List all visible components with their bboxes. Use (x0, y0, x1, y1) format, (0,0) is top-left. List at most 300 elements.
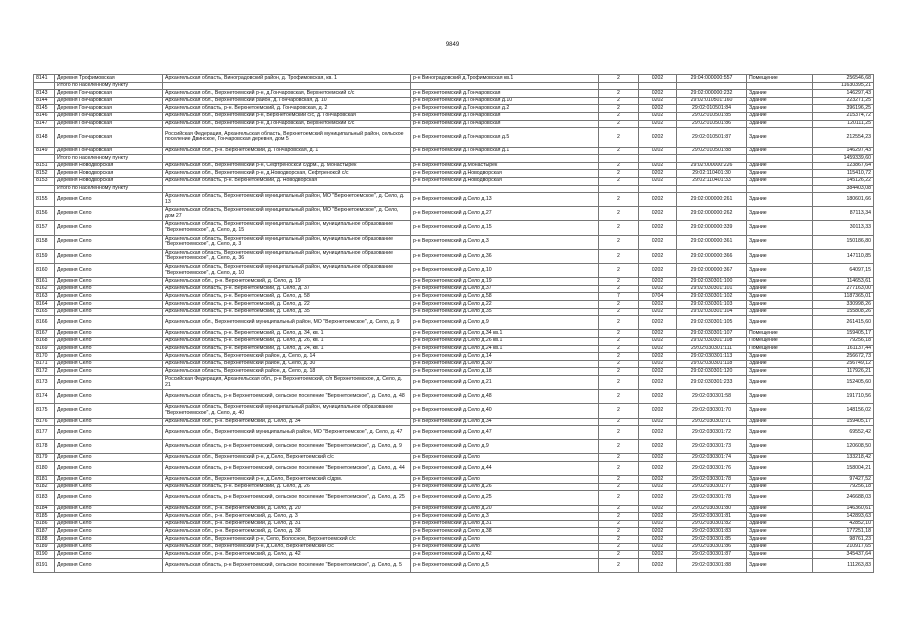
cell-address: Архангельская область, Верхнетоемский муниципальный район, муниципальное образование "Верхнетоемское", д. Село, д. 15 (163, 221, 411, 235)
table-row (34, 316, 874, 330)
cell-value: 148156,02 (813, 404, 874, 418)
cell-settlement: Деревня Село (55, 360, 163, 368)
cell-code: 0202 (639, 360, 677, 368)
cell-code: 0704 (639, 293, 677, 301)
cell-cadastral-number: 29:02:030301:118 (677, 360, 747, 368)
cell-cadastral-number: 29:02:030301:58 (677, 390, 747, 404)
cell-value: 180601,66 (813, 193, 874, 207)
cell-code: 0202 (639, 193, 677, 207)
cell-value: 161137,44 (813, 345, 874, 353)
cell-value: 11630395,21 (813, 82, 874, 90)
page-number: 9849 (445, 42, 460, 48)
cell-group: 2 (599, 551, 639, 559)
cell-value: 277163,00 (813, 285, 874, 293)
cell-settlement: Деревня Село (55, 316, 163, 330)
cell-value: 256749,12 (813, 360, 874, 368)
cell-short-address: р-н Верхнетоемский д.Село д.21 (411, 375, 599, 389)
cell-cadastral-number: 29:02:010501:160 (677, 97, 747, 105)
cell-address: Архангельская область, р-н. Верхнетоемский, д. Село, д. 22 (163, 301, 411, 309)
cell-short-address (411, 155, 599, 163)
cell-code: 0202 (639, 207, 677, 221)
cell-object-type: Здание (747, 491, 813, 505)
cell-group: 2 (599, 536, 639, 544)
cell-group: 2 (599, 147, 639, 155)
cell-object-type: Здание (747, 235, 813, 249)
cell-cadastral-number: 29:02:030301:120 (677, 368, 747, 376)
cell-code: 0202 (639, 177, 677, 185)
cell-object-type: Здание (747, 390, 813, 404)
cell-id: 8175 (34, 404, 55, 418)
cell-value: 152405,60 (813, 375, 874, 389)
cell-short-address: р-н Верхнетоемский д.Село д.42 (411, 551, 599, 559)
cell-settlement: Деревня Село (55, 330, 163, 338)
cell-value: 146297,43 (813, 147, 874, 155)
property-table (33, 74, 874, 573)
cell-cadastral-number: 29:02:030301:77 (677, 483, 747, 491)
cell-cadastral-number: 29:02:000000:367 (677, 264, 747, 278)
cell-short-address: р-н Верхнетоемский д.Село (411, 543, 599, 551)
cell-settlement: Деревня Село (55, 462, 163, 476)
cell-id: 8156 (34, 207, 55, 221)
cell-address: Архангельская обл., Верхнетоемский р-н, Село, Волосное, Верхнетоемский с/с (163, 536, 411, 544)
cell-code: 0202 (639, 221, 677, 235)
cell-id: 8186 (34, 520, 55, 528)
cell-code: 0202 (639, 390, 677, 404)
table-row (34, 345, 874, 353)
cell-cadastral-number: 29:02:030301:108 (677, 337, 747, 345)
cell-short-address: р-н Верхнетоемский д.Село д.36 (411, 249, 599, 263)
table-row (34, 120, 874, 128)
cell-group: 2 (599, 301, 639, 309)
table-row (34, 264, 874, 278)
cell-code: 0202 (639, 301, 677, 309)
cell-address: Архангельская обл., Верхнетоемский р-н, д.Село, Верхнетоемский с/с (163, 454, 411, 462)
cell-cadastral-number: 29:02:030301:72 (677, 426, 747, 440)
cell-code: 0202 (639, 426, 677, 440)
cell-cadastral-number: 29:02:030301:104 (677, 308, 747, 316)
cell-settlement: Деревня Село (55, 368, 163, 376)
table-row (34, 440, 874, 454)
cell-settlement: Деревня Гончаровская (55, 112, 163, 120)
cell-id: 8147 (34, 120, 55, 128)
cell-id (34, 82, 55, 90)
cell-code (639, 82, 677, 90)
cell-object-type: Здание (747, 360, 813, 368)
cell-settlement: Деревня Село (55, 285, 163, 293)
table-row (34, 368, 874, 376)
cell-short-address: р-н Верхнетоемский д.Село (411, 476, 599, 484)
cell-cadastral-number: 29:02:000000:262 (677, 207, 747, 221)
cell-group: 2 (599, 316, 639, 330)
cell-value: 87113,34 (813, 207, 874, 221)
cell-address: Архангельская обл., р-н. Верхнетоемский, д. Село, д. 3 (163, 513, 411, 521)
cell-address: Архангельская область, р-н. Верхнетоемский, д. Село, д. 26 (163, 483, 411, 491)
cell-group: 2 (599, 75, 639, 83)
cell-code: 0202 (639, 476, 677, 484)
cell-value: 64097,15 (813, 264, 874, 278)
cell-code: 0202 (639, 316, 677, 330)
table-row (34, 483, 874, 491)
cell-short-address: р-н Верхнетоемский д.Гончаровская (411, 120, 599, 128)
table-row (34, 513, 874, 521)
cell-cadastral-number: 29:02:000000:232 (677, 90, 747, 98)
cell-short-address: р-н Верхнетоемский д.Село д.26 (411, 483, 599, 491)
cell-object-type: Здание (747, 97, 813, 105)
cell-code: 0202 (639, 536, 677, 544)
cell-short-address: р-н Верхнетоемский д.Село д.15 (411, 221, 599, 235)
cell-code: 0202 (639, 235, 677, 249)
cell-short-address: р-н Верхнетоемский д.Село д.34 (411, 418, 599, 426)
cell-short-address: р-н Верхнетоемский д.Село д.44 (411, 462, 599, 476)
cell-id: 8143 (34, 90, 55, 98)
table-row (34, 505, 874, 513)
cell-code: 0202 (639, 454, 677, 462)
cell-value: 223271,25 (813, 97, 874, 105)
cell-address: Архангельская область, Верхнетоемский муниципальный район, муниципальное образование "Верхнетоемское", д. Село, д. 36 (163, 249, 411, 263)
table-row (34, 308, 874, 316)
cell-object-type: Здание (747, 536, 813, 544)
table-row (34, 353, 874, 361)
cell-value: 1459339,60 (813, 155, 874, 163)
cell-cadastral-number: 29:02:030301:81 (677, 513, 747, 521)
cell-cadastral-number: 29:02:010501:86 (677, 120, 747, 128)
cell-value: 396196,25 (813, 105, 874, 113)
cell-id: 8177 (34, 426, 55, 440)
cell-id: 8191 (34, 558, 55, 572)
cell-group: 2 (599, 462, 639, 476)
cell-settlement: Деревня Село (55, 476, 163, 484)
cell-code: 0202 (639, 278, 677, 286)
cell-address (163, 155, 411, 163)
cell-object-type: Здание (747, 505, 813, 513)
cell-object-type: Здание (747, 543, 813, 551)
cell-address: Архангельская обл., р-н. Верхнетоемский, д. Село, д. 38 (163, 528, 411, 536)
cell-object-type: Здание (747, 221, 813, 235)
cell-object-type: Здание (747, 368, 813, 376)
cell-cadastral-number: 29:02:000000:361 (677, 235, 747, 249)
cell-id: 8166 (34, 316, 55, 330)
cell-address: Архангельская область, Верхнетоемский муниципальный район, муниципальное образование "Верхнетоемское", д. Село, д. 10 (163, 264, 411, 278)
cell-value: 98761,23 (813, 536, 874, 544)
cell-group (599, 185, 639, 193)
table-row (34, 90, 874, 98)
cell-id: 8183 (34, 491, 55, 505)
cell-group: 2 (599, 264, 639, 278)
cell-cadastral-number: 29:02:030301:76 (677, 462, 747, 476)
cell-id (34, 155, 55, 163)
cell-code: 0202 (639, 505, 677, 513)
table-row (34, 170, 874, 178)
cell-id: 8171 (34, 360, 55, 368)
cell-id: 8178 (34, 440, 55, 454)
cell-code: 0202 (639, 543, 677, 551)
cell-settlement: Деревня Село (55, 558, 163, 572)
cell-id: 8173 (34, 375, 55, 389)
cell-group: 2 (599, 360, 639, 368)
cell-object-type: Здание (747, 440, 813, 454)
cell-group: 2 (599, 177, 639, 185)
cell-value: 145126,22 (813, 177, 874, 185)
cell-short-address: р-н Верхнетоемский д.Село д.34 кв.1 (411, 330, 599, 338)
cell-settlement: Деревня Гончаровская (55, 97, 163, 105)
cell-short-address: р-н Верхнетоемский д.Село д.9 (411, 440, 599, 454)
cell-value: 150186,80 (813, 235, 874, 249)
cell-group: 2 (599, 285, 639, 293)
cell-code: 0202 (639, 264, 677, 278)
cell-object-type: Здание (747, 128, 813, 147)
cell-id: 8149 (34, 147, 55, 155)
cell-code: 0202 (639, 105, 677, 113)
cell-short-address: р-н Верхнетоемский д.Село д.58 (411, 293, 599, 301)
cell-id: 8157 (34, 221, 55, 235)
cell-address: Архангельская область, Верхнетоемский район, д. Село, д. 18 (163, 368, 411, 376)
cell-id: 8176 (34, 418, 55, 426)
cell-group: 2 (599, 440, 639, 454)
table-row (34, 390, 874, 404)
cell-settlement: Деревня Село (55, 235, 163, 249)
cell-short-address: р-н Верхнетоемский д.Село д.3 (411, 513, 599, 521)
cell-short-address: р-н Верхнетоемский д.Село д.31 (411, 520, 599, 528)
cell-address: Архангельская область, р-н Верхнетоемский, сельское поселение "Верхнетоемское", д. Село, д. 25 (163, 491, 411, 505)
cell-short-address: р-н Верхнетоемский д.Село д.25 (411, 491, 599, 505)
cell-value: 42852,10 (813, 520, 874, 528)
cell-cadastral-number: 29:02:030301:107 (677, 330, 747, 338)
cell-cadastral-number: 29:02:030301:78 (677, 491, 747, 505)
cell-address: Архангельская обл., Верхнетоемский р-н, Сефтреносксй с/дрм., д. Монастырёк (163, 162, 411, 170)
cell-value: 177251,18 (813, 528, 874, 536)
cell-cadastral-number: 29:02:030301:85 (677, 536, 747, 544)
cell-settlement: Деревня Гончаровская (55, 120, 163, 128)
cell-settlement: Деревня Село (55, 418, 163, 426)
cell-code (639, 185, 677, 193)
table-row (34, 520, 874, 528)
cell-group: 2 (599, 207, 639, 221)
cell-cadastral-number: 29:02:030301:100 (677, 278, 747, 286)
cell-code: 0202 (639, 440, 677, 454)
cell-value: 261415,60 (813, 316, 874, 330)
cell-group: 2 (599, 308, 639, 316)
cell-address: Архангельская обл., р-н. Верхнетоемский, д. Гончаровская, д. 1 (163, 147, 411, 155)
cell-value: 133218,42 (813, 454, 874, 462)
cell-object-type: Здание (747, 375, 813, 389)
cell-cadastral-number: 29:02:030301:105 (677, 316, 747, 330)
cell-code: 0202 (639, 75, 677, 83)
cell-cadastral-number: 29:02:000000:226 (677, 162, 747, 170)
cell-group: 2 (599, 345, 639, 353)
cell-group: 2 (599, 491, 639, 505)
cell-object-type: Здание (747, 404, 813, 418)
cell-id: 8167 (34, 330, 55, 338)
cell-cadastral-number: 29:02:030301:74 (677, 454, 747, 462)
cell-object-type: Здание (747, 528, 813, 536)
cell-value: 97427,52 (813, 476, 874, 484)
cell-settlement: Деревня Село (55, 293, 163, 301)
cell-short-address: р-н Верхнетоемский д.Село д.19 (411, 278, 599, 286)
cell-group: 2 (599, 330, 639, 338)
cell-cadastral-number: 29:02:000000:339 (677, 221, 747, 235)
cell-cadastral-number: 29:02:030301:111 (677, 345, 747, 353)
cell-object-type: Здание (747, 120, 813, 128)
cell-settlement: Деревня Село (55, 375, 163, 389)
cell-value: 79256,18 (813, 337, 874, 345)
cell-address: Архангельская область, р-н. Верхнетоемский, д. Село, д. 24, кв. 1 (163, 345, 411, 353)
cell-value: 79256,18 (813, 483, 874, 491)
cell-object-type (747, 155, 813, 163)
table-row (34, 112, 874, 120)
cell-cadastral-number: 29:02:030301:87 (677, 551, 747, 559)
cell-cadastral-number: 29:02:030301:233 (677, 375, 747, 389)
table-row (34, 491, 874, 505)
cell-group: 2 (599, 112, 639, 120)
cell-settlement: Деревня Село (55, 337, 163, 345)
cell-cadastral-number: 29:02:030301:86 (677, 543, 747, 551)
cell-id: 8169 (34, 345, 55, 353)
cell-settlement: Деревня Село (55, 454, 163, 462)
cell-value: 120608,50 (813, 440, 874, 454)
cell-group: 2 (599, 513, 639, 521)
cell-group: 2 (599, 558, 639, 572)
cell-code: 0202 (639, 368, 677, 376)
cell-id: 8170 (34, 353, 55, 361)
cell-settlement: Деревня Гончаровская (55, 128, 163, 147)
cell-address: Архангельская обл., р-н. Верхнетоемский, д. Село, д. 19 (163, 278, 411, 286)
cell-value: 114653,61 (813, 278, 874, 286)
cell-object-type: Здание (747, 105, 813, 113)
cell-value: 330998,26 (813, 301, 874, 309)
cell-id: 8151 (34, 162, 55, 170)
cell-object-type: Помещение (747, 330, 813, 338)
cell-settlement: Итого по населенному пункту (55, 185, 163, 193)
cell-address: Архангельская область, Верхнетоемский муниципальный район, МО "Верхнетоемское", д. Село, д. 13 (163, 193, 411, 207)
cell-address: Российская Федерация, Архангельская обл., р-н Верхнетоемский, с/п Верхнетоемское, д. Село, д. 21 (163, 375, 411, 389)
cell-code: 0202 (639, 170, 677, 178)
cell-settlement: Деревня Село (55, 301, 163, 309)
property-table-container (33, 74, 873, 573)
table-row (34, 528, 874, 536)
table-row (34, 278, 874, 286)
cell-address: Архангельская обл., Верхнетоемский муниципальный район, МО "Верхнетоемское", д. Село, д. 9 (163, 316, 411, 330)
table-row (34, 221, 874, 235)
cell-object-type: Здание (747, 207, 813, 221)
cell-short-address: р-н Верхнетоемский д.Гончаровская д.1 (411, 147, 599, 155)
cell-short-address: р-н Верхнетоемский д.Село д.3 (411, 235, 599, 249)
cell-id: 8180 (34, 462, 55, 476)
cell-code: 0202 (639, 97, 677, 105)
cell-group: 2 (599, 368, 639, 376)
cell-settlement: Деревня Село (55, 353, 163, 361)
cell-object-type: Здание (747, 426, 813, 440)
cell-object-type: Здание (747, 162, 813, 170)
cell-id: 8165 (34, 308, 55, 316)
table-row (34, 330, 874, 338)
cell-id (34, 185, 55, 193)
cell-short-address: р-н Верхнетоемский д.Село д.9 (411, 316, 599, 330)
cell-settlement: Деревня Село (55, 426, 163, 440)
cell-code: 0202 (639, 353, 677, 361)
cell-settlement: Деревня Село (55, 221, 163, 235)
cell-group: 2 (599, 418, 639, 426)
cell-settlement: Деревня Село (55, 308, 163, 316)
cell-settlement: Деревня Село (55, 404, 163, 418)
cell-object-type: Здание (747, 285, 813, 293)
table-row (34, 536, 874, 544)
cell-address: Архангельская область, р-н. Верхнетоемский, д. Новодворская (163, 177, 411, 185)
cell-object-type: Здание (747, 278, 813, 286)
cell-short-address: р-н Верхнетоемский д.Село (411, 454, 599, 462)
cell-value: 210917,65 (813, 543, 874, 551)
cell-id: 8146 (34, 112, 55, 120)
cell-settlement: Деревня Село (55, 505, 163, 513)
cell-cadastral-number: 29:02:030301:80 (677, 505, 747, 513)
cell-cadastral-number: 29:02:000000:261 (677, 193, 747, 207)
cell-group: 2 (599, 337, 639, 345)
cell-group: 2 (599, 426, 639, 440)
cell-id: 8185 (34, 513, 55, 521)
cell-group: 2 (599, 390, 639, 404)
cell-id: 8163 (34, 293, 55, 301)
cell-settlement: Деревня Село (55, 390, 163, 404)
cell-short-address: р-н Верхнетоемский д.Село д.20 (411, 505, 599, 513)
cell-address: Архангельская область, р-н. Верхнетоемский, д. Село, д. 35 (163, 308, 411, 316)
cell-object-type: Здание (747, 249, 813, 263)
cell-value: 256672,73 (813, 353, 874, 361)
cell-settlement: Деревня Трофимовская (55, 75, 163, 83)
cell-id: 8168 (34, 337, 55, 345)
cell-address: Архангельская обл., Верхнетоемский р-н, д.Село, Верхнетоемский с/дрм. (163, 476, 411, 484)
cell-cadastral-number: 29:02:030301:78 (677, 476, 747, 484)
cell-object-type: Здание (747, 301, 813, 309)
cell-code: 0202 (639, 528, 677, 536)
table-row (34, 301, 874, 309)
cell-value: 246688,03 (813, 491, 874, 505)
cell-group: 2 (599, 353, 639, 361)
cell-settlement: Деревня Село (55, 528, 163, 536)
cell-code: 0202 (639, 483, 677, 491)
cell-code: 0202 (639, 249, 677, 263)
cell-settlement: Деревня Село (55, 491, 163, 505)
cell-code: 0202 (639, 112, 677, 120)
cell-object-type: Здание (747, 147, 813, 155)
cell-group: 2 (599, 128, 639, 147)
cell-settlement: Деревня Гончаровская (55, 147, 163, 155)
cell-settlement: Деревня Село (55, 193, 163, 207)
cell-value: 1187365,01 (813, 293, 874, 301)
cell-object-type: Здание (747, 264, 813, 278)
cell-short-address: р-н Верхнетоемский д.Село д.5 (411, 558, 599, 572)
cell-object-type: Здание (747, 170, 813, 178)
cell-object-type: Помещение (747, 345, 813, 353)
cell-id: 8182 (34, 483, 55, 491)
cell-address: Архангельская область, р-н. Верхнетоемский, д. Село, д. 37 (163, 285, 411, 293)
cell-cadastral-number: 29:02:030301:101 (677, 285, 747, 293)
table-row (34, 147, 874, 155)
cell-code: 0202 (639, 330, 677, 338)
cell-group: 2 (599, 90, 639, 98)
cell-object-type (747, 82, 813, 90)
table-row (34, 375, 874, 389)
cell-cadastral-number: 29:02:030301:83 (677, 528, 747, 536)
cell-group (599, 155, 639, 163)
cell-value: 117926,21 (813, 368, 874, 376)
cell-value: 111263,83 (813, 558, 874, 572)
cell-short-address: р-н Верхнетоемский д.Монастырёк (411, 162, 599, 170)
cell-short-address: р-н Верхнетоемский д.Село д.30 (411, 360, 599, 368)
cell-settlement: Деревня Село (55, 264, 163, 278)
cell-short-address: р-н Верхнетоемский д.Село (411, 536, 599, 544)
cell-address: Архангельская область, р-н Верхнетоемский, сельское поселение "Верхнетоемское", д. Село, д. 44 (163, 462, 411, 476)
subtotal-row (34, 82, 874, 90)
cell-address: Архангельская обл., р-н. Верхнетоемский, д. Село, д. 20 (163, 505, 411, 513)
